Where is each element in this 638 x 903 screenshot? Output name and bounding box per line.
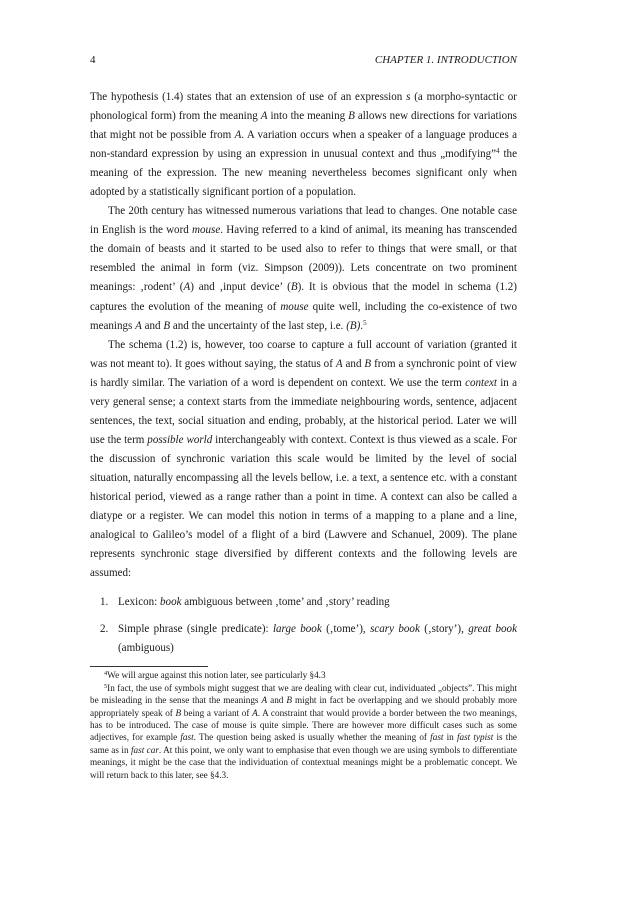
paragraph-1: The hypothesis (1.4) states that an extension of use of an expression s (a morpho-syntactic or phonological form) from the meaning A into the meaning B allows new directions for variations that might not be possible from A. A variation occurs when a speaker of a language produces a non-standard expression by using an expression in unusual context and thus „modifying”$^4$ the meaning of the expression. The new meaning nevertheless becomes significant only when adopted by a statistically significant portion of a population. [90,91,517,199]
chapter-title: CHAPTER 1. INTRODUCTION [374,54,517,66]
footnote-5: $^5$In fact, the use of symbols might suggest that we are dealing with clear cut, individuated „objects”. This might be misleading in the sense that the meanings A and B might in fact be overlapping and we should probably more appropriately speak of B being a variant of A. A constraint that would provide a border between the two meanings, has to be introduced. The case of mouse is quite simple. There are however more difficult cases such as some adjectives, for example fast. The question being asked is usually whether the meaning of fast in fast typist is the same as in fast car. At this point, we only want to emphasise that even though we are using symbols to differentiate meanings, it might be the case that the individuation of contextual meanings might be a problematic concept. We will return back to this later, see §4.3. [90,682,517,780]
main-text [90,88,517,781]
running-header [90,54,517,70]
levels-list [90,593,517,658]
footnote-rule [90,666,208,667]
paragraph-3: The schema (1.2) is, however, too coarse to capture a full account of variation (granted it was not meant to). It goes without saying, the status of A and B from a synchronic point of view is hardly similar. The variation of a word is dependent on context. We use the term context in a very general sense; a context starts from the immediate neighbouring words, sentence, adjacent sentences, the text, social situation and ending, probably, at the historical period. Later we will use the term possible world interchangeably with context. Context is thus viewed as a scale. For the discussion of synchronic variation this scale would be limited by the level of social situation, naturally encompassing all the levels bellow, i.e. a text, a sentence etc. with a constant historical period, viewed as a range rather than a point in time. A context can also be called a diatype or a register. We can model this notion in terms of a mapping to a plane and a line, analogical to Galileo’s model of a flight of a bird (Lawvere and Schanuel, 2009). The plane represents synchronic stage diversified by different contexts and the following levels are assumed: [90,338,517,580]
list-item: 2. Simple phrase (single predicate): large book (‚tome’), scary book (‚story’), great book (ambiguous) [100,623,517,655]
page-number: 4 [90,54,96,66]
footnote-ref-5[interactable]: 5 [363,318,367,327]
footnote-4: $^4$We will argue against this notion later, see particularly §4.3 [104,670,326,681]
list-item: 1. Lexicon: book ambiguous between ‚tome’ and ‚story’ reading [100,596,390,609]
paragraph-2: The 20th century has witnessed numerous variations that lead to changes. One notable case in English is the word mouse. Having referred to a kind of animal, its meaning has transcended the domain of beasts and it started to be used also to refer to things that were small, or that resembled the animal in form (viz. Simpson (2009)). Lets concentrate on two prominent meanings: ‚rodent’ (A) and ‚input device’ (B). It is obvious that the model in schema (1.2) captures the evolution of the meaning of mouse quite well, including the co-existence of two meanings A and B and the uncertainty of the last step, i.e. (B).$^5$ [90,205,517,332]
footnotes [90,669,517,781]
footnote-ref-4[interactable]: 4 [496,147,500,156]
